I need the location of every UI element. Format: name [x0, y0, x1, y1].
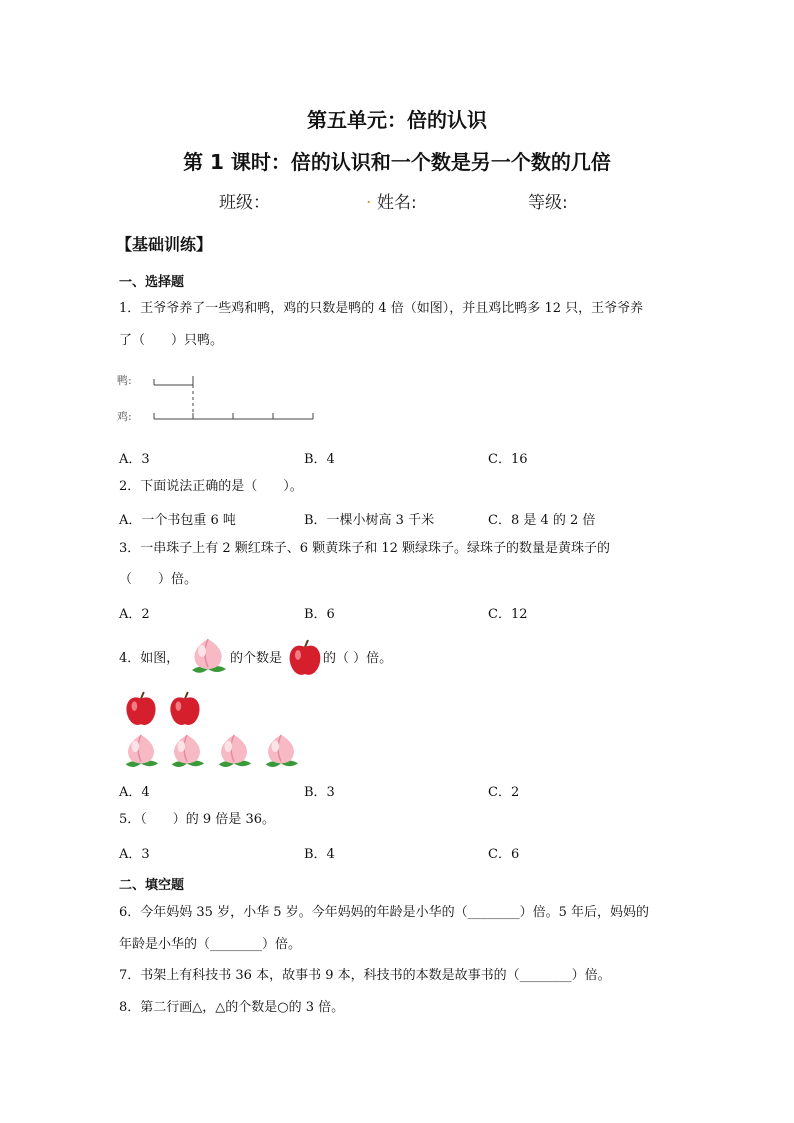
peach-icon [212, 732, 256, 772]
q3-option-c[interactable]: C．12 [488, 607, 528, 622]
q3-option-b[interactable]: B．6 [304, 607, 335, 622]
q4-option-a[interactable]: A．4 [119, 785, 150, 800]
peach-icon [165, 732, 209, 772]
q2-option-b[interactable]: B．一棵小树高 3 千米 [304, 513, 435, 528]
part2-heading: 二、填空题 [119, 878, 185, 893]
q1-line2: 了（ ）只鸭。 [119, 333, 224, 348]
chicken-bar [154, 413, 313, 419]
q4-middle: 的个数是 [230, 651, 283, 666]
chicken-label: 鸡: [117, 410, 132, 423]
q1-line1: 1．王爷爷养了一些鸡和鸭，鸡的只数是鸭的 4 倍（如图），并且鸡比鸭多 12 只，王爷爷养 [119, 301, 644, 316]
peach-icon [186, 636, 230, 678]
duck-label: 鸭: [117, 374, 132, 387]
q2-text: 2．下面说法正确的是（ ）。 [119, 479, 303, 494]
q2-option-c[interactable]: C．8 是 4 的 2 倍 [488, 513, 596, 528]
q5-text: 5．（ ）的 9 倍是 36。 [119, 812, 275, 827]
q5-option-b[interactable]: B．4 [304, 847, 335, 862]
section-title: 【基础训练】 [116, 235, 213, 254]
apple-icon [123, 690, 159, 728]
q6-line2: 年龄是小华的（________）倍。 [119, 937, 302, 952]
q8-text: 8．第二行画△，△的个数是○的 3 倍。 [119, 1000, 345, 1015]
q1-option-b[interactable]: B．4 [304, 452, 335, 467]
apple-icon [286, 638, 324, 678]
name-label: 姓名: [377, 193, 417, 213]
class-label: 班级： [219, 193, 270, 213]
segment-bars [117, 368, 327, 428]
q4-prefix: 4．如图， [119, 651, 180, 666]
q5-option-a[interactable]: A．3 [119, 847, 150, 862]
apple-icon [167, 690, 203, 728]
duck-chicken-diagram [117, 368, 327, 428]
lesson-title: 第 1 课时：倍的认识和一个数是另一个数的几倍 [183, 150, 611, 174]
q3-option-a[interactable]: A．2 [119, 607, 150, 622]
separator-dot: . [366, 188, 372, 208]
q7-text: 7．书架上有科技书 36 本，故事书 9 本，科技书的本数是故事书的（________）倍。 [119, 968, 611, 983]
unit-title: 第五单元：倍的认识 [307, 108, 487, 132]
q6-line1: 6．今年妈妈 35 岁，小华 5 岁。今年妈妈的年龄是小华的（________）倍。5 年后，妈妈的 [119, 905, 650, 920]
q3-line2: （ ）倍。 [119, 572, 198, 587]
grade-label: 等级: [528, 193, 568, 213]
peach-icon [259, 732, 303, 772]
q2-option-a[interactable]: A．一个书包重 6 吨 [119, 513, 236, 528]
q4-suffix: 的（ ）倍。 [323, 651, 393, 666]
q3-line1: 3．一串珠子上有 2 颗红珠子、6 颗黄珠子和 12 颗绿珠子。绿珠子的数量是黄珠子的 [119, 541, 611, 556]
q1-option-a[interactable]: A．3 [119, 452, 150, 467]
duck-bar [154, 376, 193, 385]
q1-option-c[interactable]: C．16 [488, 452, 528, 467]
q4-option-c[interactable]: C．2 [488, 785, 520, 800]
part1-heading: 一、选择题 [119, 275, 185, 290]
q4-option-b[interactable]: B．3 [304, 785, 335, 800]
q5-option-c[interactable]: C．6 [488, 847, 520, 862]
peach-icon [119, 732, 163, 772]
